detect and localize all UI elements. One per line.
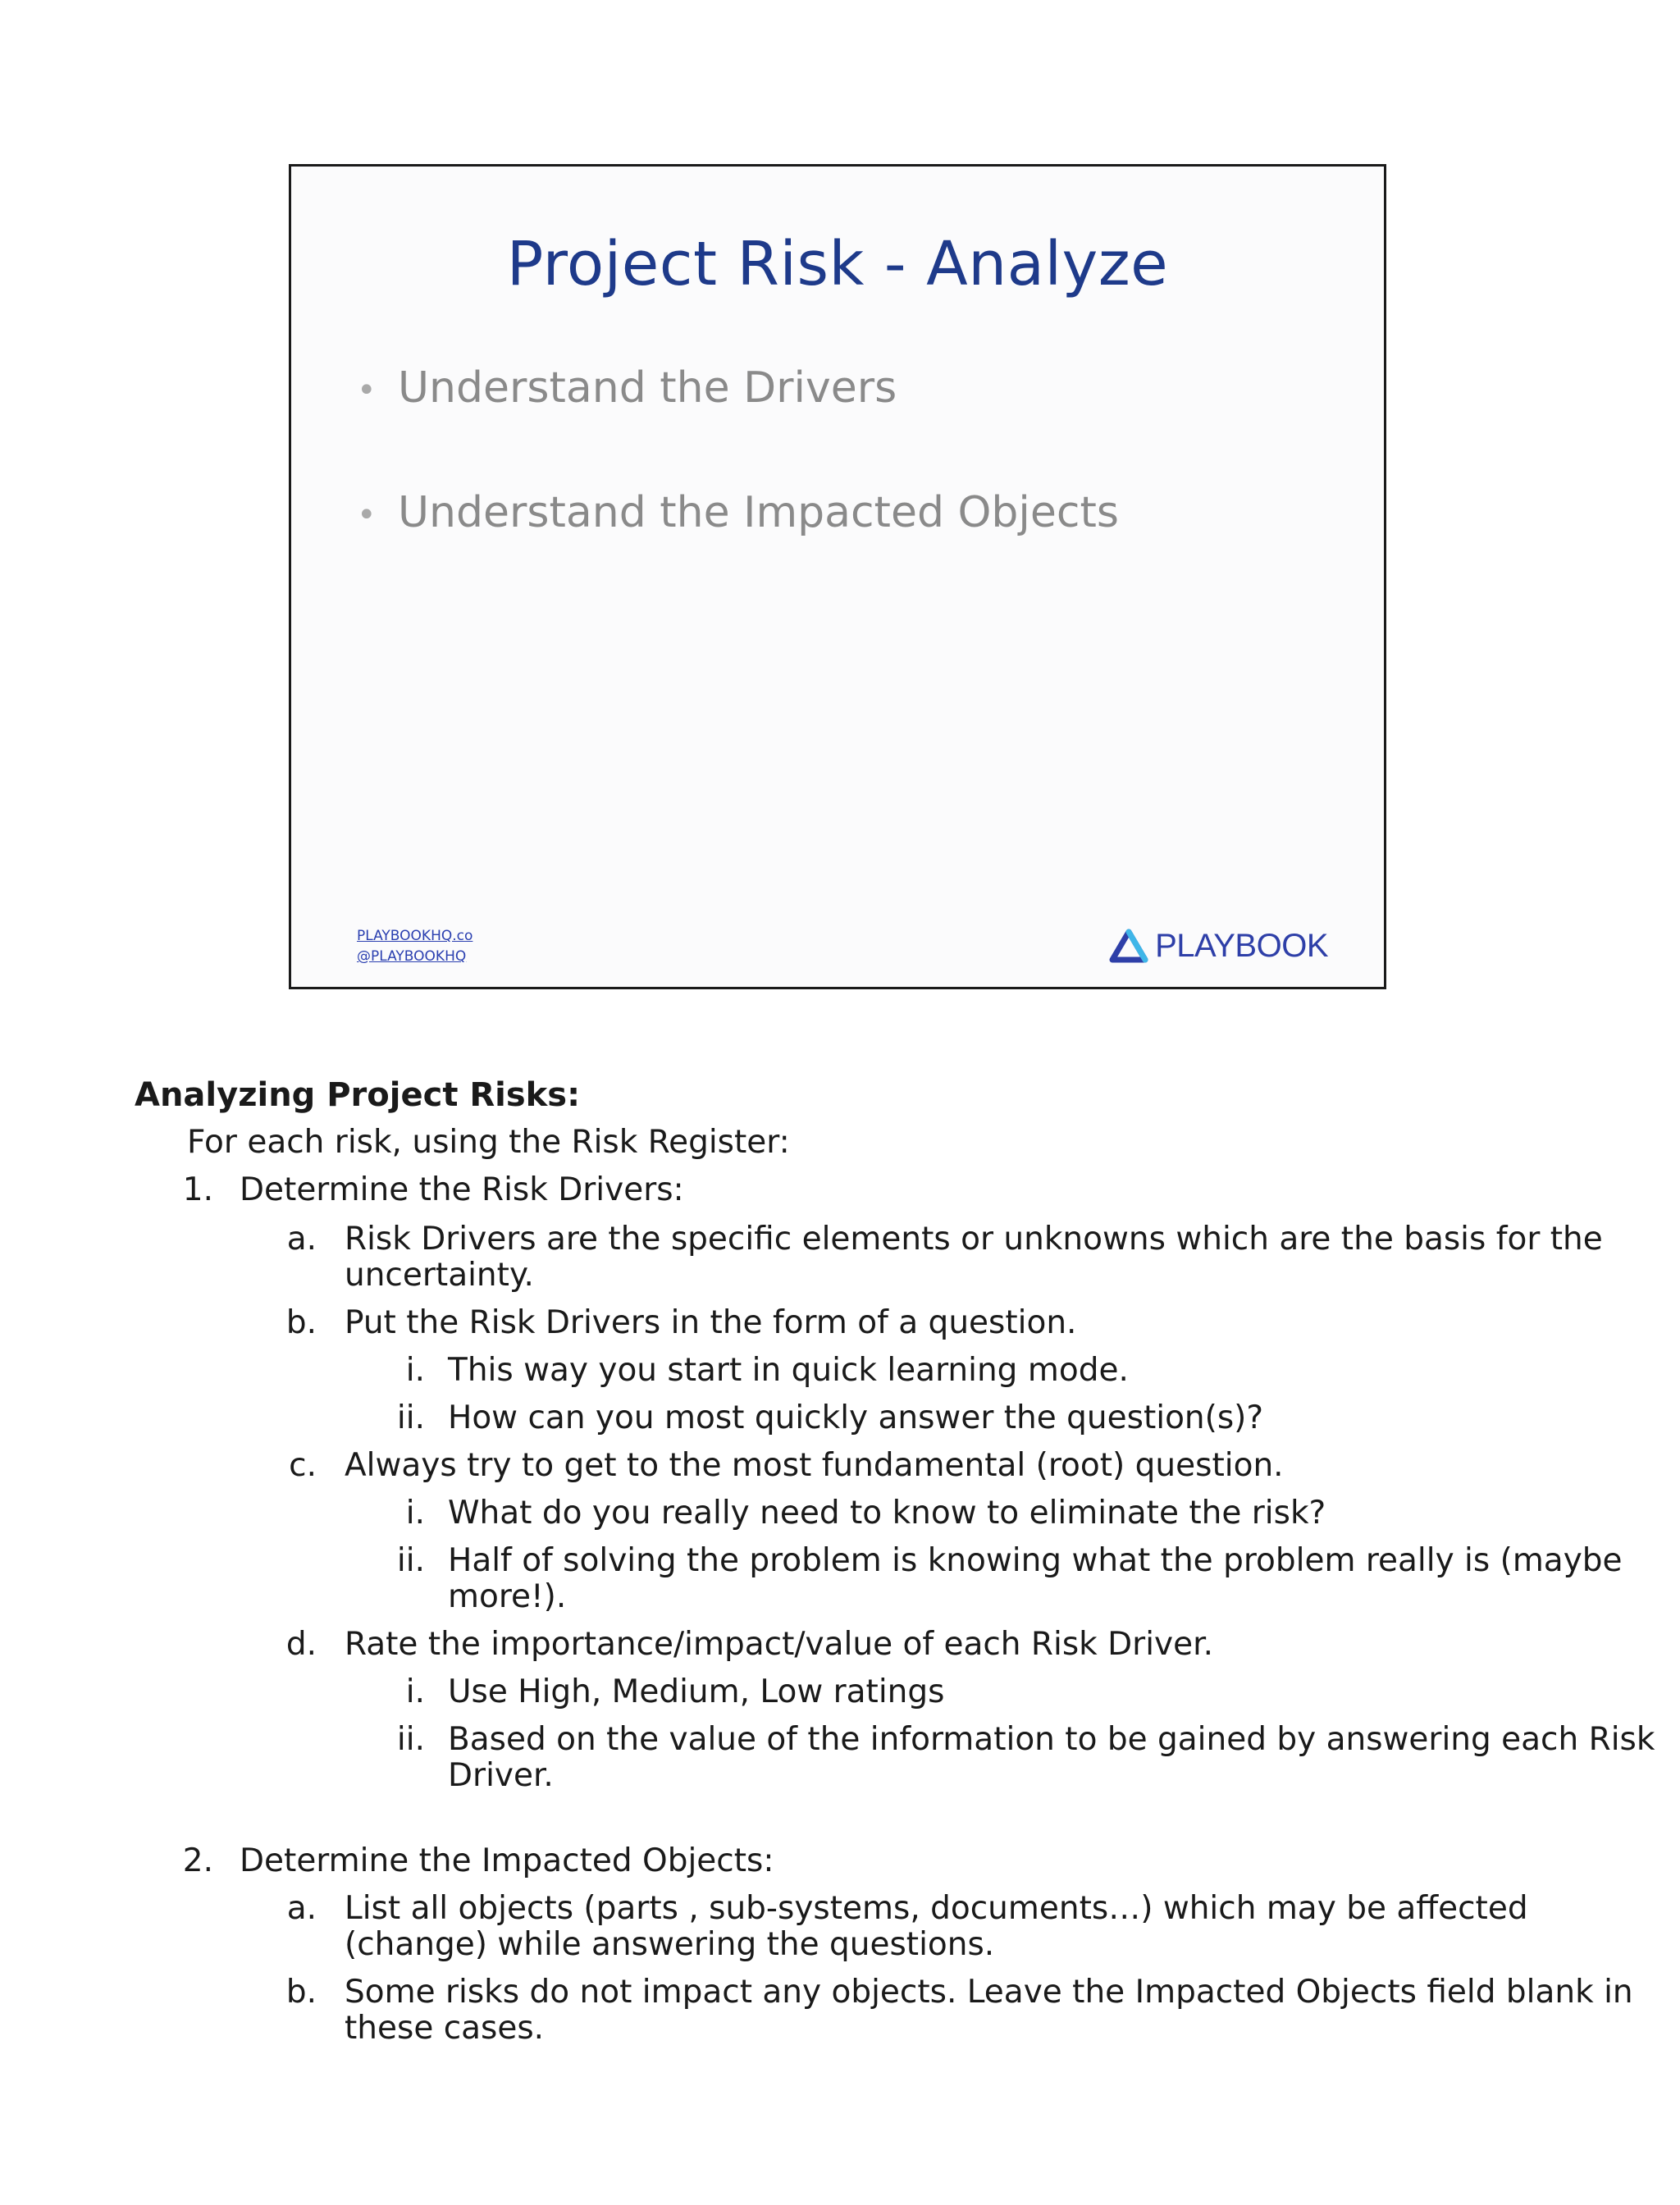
list-item-continuation: uncertainty. xyxy=(345,1257,534,1294)
slide-bullet-text: Understand the Drivers xyxy=(398,363,897,413)
list-marker: 2. xyxy=(182,1842,213,1879)
list-item-continuation: these cases. xyxy=(345,2010,545,2047)
slide-bullet xyxy=(357,363,897,413)
list-item-text: List all objects (parts , sub-systems, documents…) which may be affected xyxy=(345,1890,1528,1927)
section-heading: Analyzing Project Risks: xyxy=(135,1076,581,1114)
list-marker: ii. xyxy=(396,1399,425,1436)
list-marker: d. xyxy=(285,1626,317,1663)
list-item-text: Put the Risk Drivers in the form of a question. xyxy=(345,1304,1077,1341)
list-item-continuation: more!). xyxy=(448,1578,567,1615)
list-item-text: How can you most quickly answer the question(s)? xyxy=(448,1399,1264,1436)
list-item-text: What do you really need to know to eliminate the risk? xyxy=(448,1495,1326,1532)
slide-links xyxy=(357,926,472,967)
list-item-text: Determine the Impacted Objects: xyxy=(240,1842,774,1879)
list-marker: b. xyxy=(285,1974,317,2011)
brand-name: PLAYBOOK xyxy=(1155,928,1328,964)
playbook-logo xyxy=(1109,928,1328,965)
website-link[interactable]: PLAYBOOKHQ.co xyxy=(357,928,473,944)
list-marker: 1. xyxy=(182,1171,213,1208)
list-item-text: Always try to get to the most fundamental (root) question. xyxy=(345,1447,1284,1484)
slide-image xyxy=(289,164,1386,989)
list-item-text: Risk Drivers are the specific elements or unknowns which are the basis for the xyxy=(345,1221,1603,1258)
list-item-text: This way you start in quick learning mode. xyxy=(448,1352,1129,1389)
slide-bullet xyxy=(357,488,1119,537)
bullet-icon: • xyxy=(357,372,377,409)
bullet-icon: • xyxy=(357,496,377,534)
list-item-text: Based on the value of the information to be gained by answering each Risk xyxy=(448,1721,1655,1758)
list-marker: ii. xyxy=(396,1542,425,1579)
twitter-link[interactable]: @PLAYBOOKHQ xyxy=(357,948,467,965)
list-item-text: Rate the importance/impact/value of each Risk Driver. xyxy=(345,1626,1213,1663)
list-marker: c. xyxy=(289,1447,317,1484)
list-marker: i. xyxy=(405,1673,425,1710)
list-marker: ii. xyxy=(396,1721,425,1758)
list-marker: i. xyxy=(405,1495,425,1532)
playbook-logo-icon xyxy=(1109,929,1148,965)
slide-title: Project Risk - Analyze xyxy=(506,229,1169,299)
list-item-text: Determine the Risk Drivers: xyxy=(240,1171,684,1208)
slide-bullet-text: Understand the Impacted Objects xyxy=(398,488,1119,537)
list-marker: i. xyxy=(405,1352,425,1389)
list-marker: a. xyxy=(286,1890,317,1927)
list-marker: a. xyxy=(286,1221,317,1258)
list-item-continuation: Driver. xyxy=(448,1757,554,1794)
list-item-continuation: (change) while answering the questions. xyxy=(345,1926,995,1963)
list-marker: b. xyxy=(285,1304,317,1341)
list-item-text: Some risks do not impact any objects. Leave the Impacted Objects field blank in xyxy=(345,1974,1633,2011)
list-item-text: Use High, Medium, Low ratings xyxy=(448,1673,945,1710)
intro-text: For each risk, using the Risk Register: xyxy=(187,1124,790,1161)
list-item-text: Half of solving the problem is knowing what the problem really is (maybe xyxy=(448,1542,1623,1579)
